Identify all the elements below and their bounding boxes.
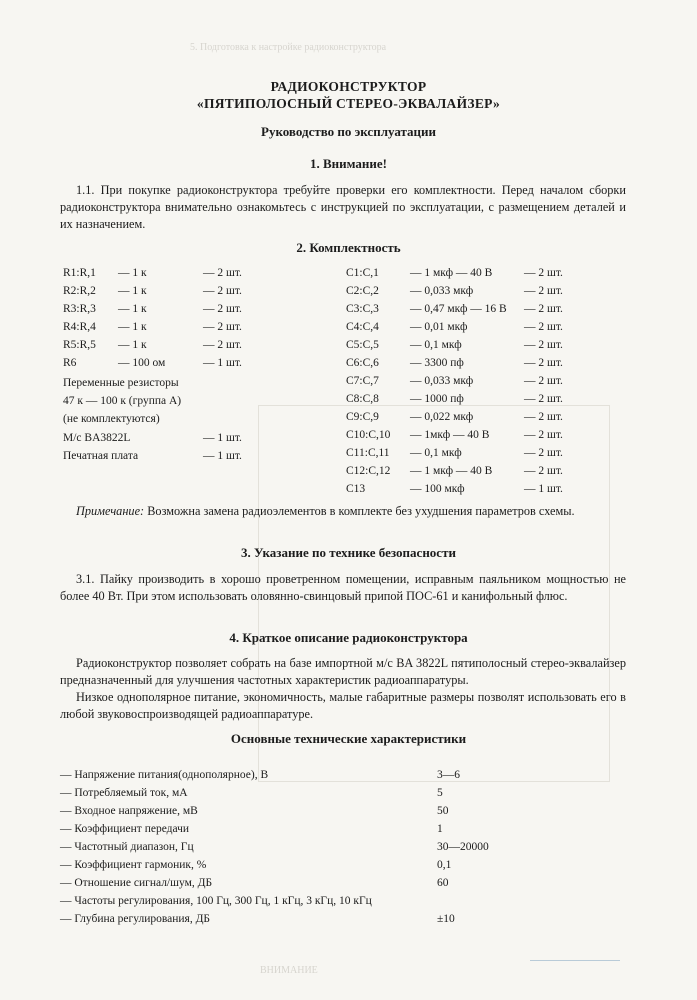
spec-value: 30—20000 (437, 841, 489, 853)
description-paragraph-1 (60, 655, 626, 689)
part-qty: — 2 шт. (524, 465, 563, 477)
bleed-through-text: 5. Подготовка к настройке радиоконструктора (190, 42, 387, 53)
description-paragraph-2 (60, 689, 626, 723)
part-value: — 100 мкф (410, 483, 465, 495)
note-text: Возможна замена радиоэлементов в комплекте без ухудшения параметров схемы. (144, 504, 575, 518)
part-value: — 0,1 мкф (410, 447, 462, 459)
part-ref: C6:C,6 (346, 357, 379, 369)
document-subtitle: Руководство по эксплуатации (261, 124, 436, 139)
part-ref-ic: М/с BA3822L (63, 432, 131, 444)
part-ref: C3:C,3 (346, 303, 379, 315)
part-ref: C11:C,11 (346, 447, 390, 459)
spec-label: — Входное напряжение, мВ (60, 805, 198, 817)
spec-value: 3—6 (437, 769, 460, 781)
section-heading-safety: 3. Указание по технике безопасности (241, 545, 456, 560)
part-ref: C1:C,1 (346, 267, 379, 279)
part-ref: C4:C,4 (346, 321, 379, 333)
part-ref: C2:C,2 (346, 285, 379, 297)
part-ref: C12:C,12 (346, 465, 391, 477)
part-value: — 1 мкф — 40 В (410, 267, 493, 279)
part-qty: — 2 шт. (524, 267, 563, 279)
variable-resistors-range: 47 к — 100 к (группа А) (63, 395, 182, 407)
part-ref: R3:R,3 (63, 303, 96, 315)
part-value: — 0,1 мкф (410, 339, 462, 351)
part-qty: — 1 шт. (203, 357, 242, 369)
part-ref: C9:C,9 (346, 411, 379, 423)
part-ref-pcb: Печатная плата (63, 450, 139, 462)
part-ref: C8:C,8 (346, 393, 379, 405)
variable-resistors-label: Переменные резисторы (63, 377, 179, 389)
part-qty: — 2 шт. (524, 447, 563, 459)
part-value: — 1 мкф — 40 В (410, 465, 493, 477)
spec-value: ±10 (437, 913, 455, 925)
part-value: — 0,47 мкф — 16 В (410, 303, 507, 315)
part-value: — 0,022 мкф (410, 411, 474, 423)
part-ref: C5:C,5 (346, 339, 379, 351)
document-title-product: «ПЯТИПОЛОСНЫЙ СТЕРЕО-ЭКВАЛАЙЗЕР» (196, 96, 501, 111)
part-qty: — 2 шт. (203, 321, 242, 333)
spec-label: — Напряжение питания(однополярное), В (60, 769, 269, 781)
variable-resistors-note: (не комплектуются) (63, 413, 160, 425)
part-qty: — 2 шт. (524, 285, 563, 297)
part-ref: R5:R,5 (63, 339, 96, 351)
part-qty: — 2 шт. (524, 357, 563, 369)
attention-paragraph: 1.1. При покупке радиоконструктора требуйте проверки его комплектности. Перед началом сборки радиоконструктора внимательно ознакомьтесь с инструкцией по эксплуатации, с размещением деталей и их назначением. (60, 183, 626, 231)
section-text-attention (60, 182, 626, 233)
spec-label: — Потребляемый ток, мА (60, 787, 188, 799)
section-heading-attention: 1. Внимание! (310, 156, 387, 171)
part-value: — 3300 пф (410, 357, 464, 369)
spec-value: 60 (437, 877, 449, 889)
part-qty-pcb: — 1 шт. (203, 450, 242, 462)
part-qty: — 2 шт. (524, 411, 563, 423)
part-value: — 0,033 мкф (410, 285, 474, 297)
part-qty: — 1 шт. (524, 483, 563, 495)
part-qty: — 2 шт. (524, 339, 563, 351)
part-qty-ic: — 1 шт. (203, 432, 242, 444)
part-value: — 1 к (118, 285, 147, 297)
spec-value: 0,1 (437, 859, 452, 871)
spec-label: — Коэффициент передачи (60, 823, 190, 835)
bleed-through-text: ВНИМАНИЕ (260, 965, 318, 976)
part-ref: C7:C,7 (346, 375, 379, 387)
spec-label: — Частоты регулирования, 100 Гц, 300 Гц, 1 кГц, 3 кГц, 10 кГц (60, 895, 372, 907)
part-qty: — 2 шт. (203, 339, 242, 351)
part-qty: — 2 шт. (203, 303, 242, 315)
document-title: РАДИОКОНСТРУКТОР (270, 79, 427, 94)
part-value: — 1000 пф (410, 393, 464, 405)
part-value: — 1 к (118, 303, 147, 315)
part-value: — 100 ом (118, 357, 166, 369)
description-text-1: Радиоконструктор позволяет собрать на базе импортной м/с BA 3822L пятиполосный стерео-эквалайзер предназначенный для улучшения частотных характеристик радиоаппаратуры. (60, 656, 626, 687)
spec-value: 50 (437, 805, 449, 817)
part-ref: R4:R,4 (63, 321, 96, 333)
part-qty: — 2 шт. (524, 375, 563, 387)
section-text-safety (60, 571, 626, 605)
part-ref: R1:R,1 (63, 267, 96, 279)
part-value: — 1 к (118, 339, 147, 351)
safety-paragraph: 3.1. Пайку производить в хорошо проветренном помещении, исправным паяльником мощностью не более 40 Вт. При этом использовать оловянно-свинцовый припой ПОС-61 и канифольный флюс. (60, 572, 626, 603)
part-value: — 1 к (118, 267, 147, 279)
spec-value: 1 (437, 823, 443, 835)
description-text-2: Низкое однополярное питание, экономичность, малые габаритные размеры позволят использовать его в любой звуковоспроизводящей радиоаппаратуре. (60, 690, 626, 721)
part-ref: C10:C,10 (346, 429, 391, 441)
section-heading-specs: Основные технические характеристики (230, 731, 467, 746)
spec-label: — Частотный диапазон, Гц (60, 841, 194, 853)
parts-note (60, 503, 626, 520)
part-qty: — 2 шт. (203, 267, 242, 279)
part-value: — 0,033 мкф (410, 375, 474, 387)
spec-label: — Коэффициент гармоник, % (60, 859, 207, 871)
part-qty: — 2 шт. (524, 321, 563, 333)
note-label: Примечание: (76, 504, 145, 518)
part-value: — 0,01 мкф (410, 321, 468, 333)
spec-label: — Глубина регулирования, ДБ (60, 913, 211, 925)
part-ref: R2:R,2 (63, 285, 96, 297)
part-qty: — 2 шт. (203, 285, 242, 297)
part-ref: R6 (63, 357, 77, 369)
part-qty: — 2 шт. (524, 429, 563, 441)
section-heading-description: 4. Краткое описание радиоконструктора (229, 630, 468, 645)
section-heading-contents: 2. Комплектность (296, 240, 401, 255)
part-value: — 1мкф — 40 В (410, 429, 490, 441)
part-qty: — 2 шт. (524, 303, 563, 315)
part-value: — 1 к (118, 321, 147, 333)
part-qty: — 2 шт. (524, 393, 563, 405)
spec-value: 5 (437, 787, 443, 799)
spec-label: — Отношение сигнал/шум, ДБ (60, 877, 213, 889)
part-ref: C13 (346, 483, 366, 495)
footer-rule (530, 960, 620, 961)
